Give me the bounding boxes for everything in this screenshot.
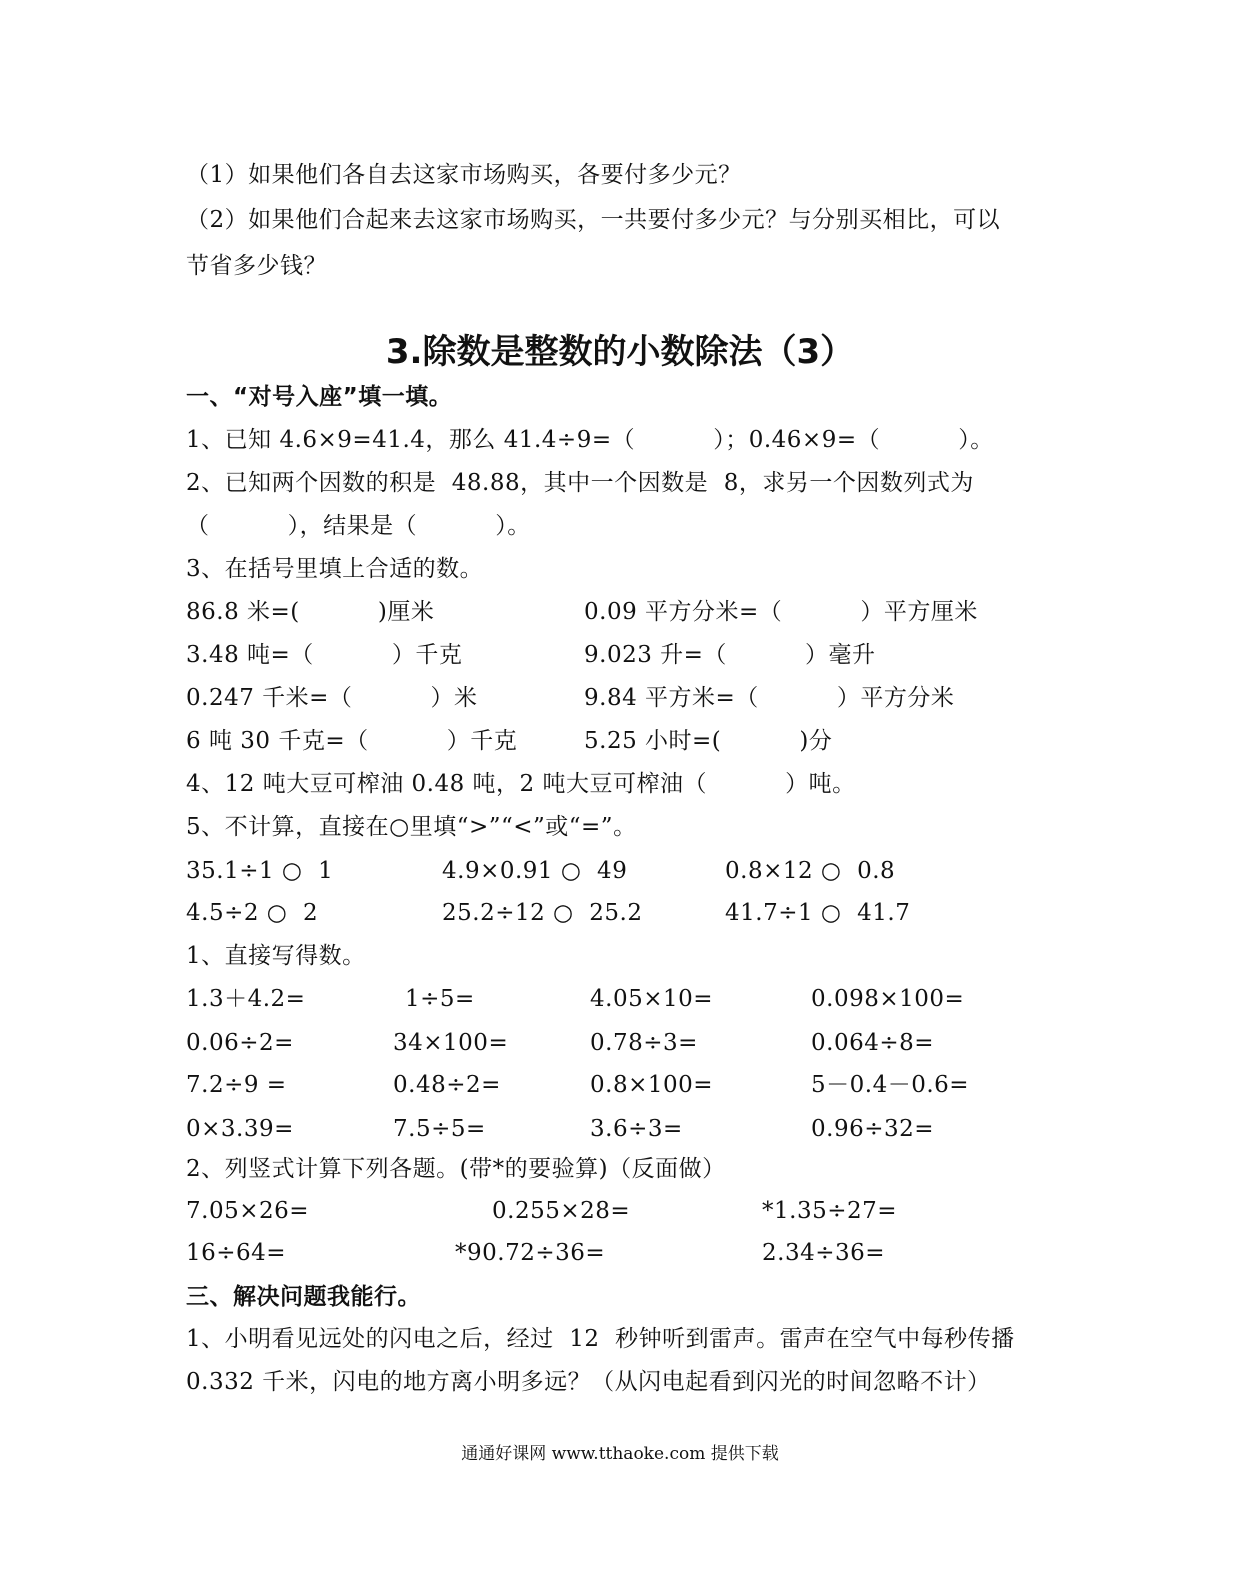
mental-math-item: 5－0.4－0.6=: [811, 1072, 970, 1098]
section3-heading: 三、解决问题我能行。: [186, 1284, 421, 1310]
unit-conversion: 9.84 平方米=（ ）平方分米: [584, 685, 955, 711]
section3-problem-1-line-1: 1、小明看见远处的闪电之后，经过 12 秒钟听到雷声。雷声在空气中每秒传播: [186, 1326, 1015, 1352]
page-title: 3.除数是整数的小数除法（3）: [385, 332, 855, 372]
vertical-calc-item: 7.05×26=: [186, 1198, 310, 1224]
mental-math-item: 4.05×10=: [590, 986, 714, 1012]
unit-conversion: 3.48 吨=（ ）千克: [186, 642, 463, 668]
section1-item-5: 5、不计算，直接在○里填“>”“<”或“=”。: [186, 814, 637, 840]
unit-conversion: 5.25 小时=( )分: [584, 728, 833, 754]
section1-item-3: 3、在括号里填上合适的数。: [186, 556, 484, 582]
unit-conversion: 0.247 千米=（ ）米: [186, 685, 478, 711]
mental-math-item: 7.5÷5=: [393, 1116, 486, 1142]
section1-item-2-line-2: （ ），结果是（ ）。: [186, 513, 531, 539]
vertical-calc-item: *1.35÷27=: [762, 1198, 898, 1224]
mental-math-item: 0.064÷8=: [811, 1030, 935, 1056]
mental-math-item: 3.6÷3=: [590, 1116, 683, 1142]
intro-question-1: （1）如果他们各自去这家市场购买，各要付多少元？: [186, 162, 742, 188]
vertical-calc-item: *90.72÷36=: [455, 1240, 606, 1266]
mental-math-item: 0.098×100=: [811, 986, 965, 1012]
section2-heading: 1、直接写得数。: [186, 943, 366, 969]
section1-heading: 一、“对号入座”填一填。: [186, 384, 453, 410]
mental-math-item: 7.2÷9 =: [186, 1072, 287, 1098]
intro-question-2-line-2: 节省多少钱？: [186, 253, 327, 279]
unit-conversion: 6 吨 30 千克=（ ）千克: [186, 728, 518, 754]
section2-heading-2: 2、列竖式计算下列各题。(带*的要验算)（反面做）: [186, 1156, 726, 1182]
section1-item-4: 4、12 吨大豆可榨油 0.48 吨，2 吨大豆可榨油（ ）吨。: [186, 771, 856, 797]
mental-math-item: 1÷5=: [405, 986, 475, 1012]
mental-math-item: 0.06÷2=: [186, 1030, 294, 1056]
mental-math-item: 0.8×100=: [590, 1072, 714, 1098]
comparison-item: 25.2÷12 ○ 25.2: [442, 900, 643, 926]
mental-math-item: 0.78÷3=: [590, 1030, 698, 1056]
mental-math-item: 0×3.39=: [186, 1116, 294, 1142]
intro-question-2-line-1: （2）如果他们合起来去这家市场购买，一共要付多少元？与分别买相比，可以: [186, 207, 1001, 233]
mental-math-item: 0.96÷32=: [811, 1116, 935, 1142]
comparison-item: 4.5÷2 ○ 2: [186, 900, 319, 926]
vertical-calc-item: 2.34÷36=: [762, 1240, 886, 1266]
vertical-calc-item: 16÷64=: [186, 1240, 287, 1266]
unit-conversion: 0.09 平方分米=（ ）平方厘米: [584, 599, 978, 625]
comparison-item: 4.9×0.91 ○ 49: [442, 858, 628, 884]
mental-math-item: 34×100=: [393, 1030, 509, 1056]
comparison-item: 35.1÷1 ○ 1: [186, 858, 334, 884]
comparison-item: 41.7÷1 ○ 41.7: [725, 900, 911, 926]
vertical-calc-item: 0.255×28=: [492, 1198, 631, 1224]
page-footer: 通通好课网 www.tthaoke.com 提供下载: [461, 1444, 779, 1464]
mental-math-item: 1.3＋4.2=: [186, 986, 306, 1012]
section1-item-1: 1、已知 4.6×9=41.4，那么 41.4÷9=（ ）；0.46×9=（ ）。: [186, 427, 994, 453]
unit-conversion: 86.8 米=( )厘米: [186, 599, 435, 625]
section1-item-2-line-1: 2、已知两个因数的积是 48.88，其中一个因数是 8，求另一个因数列式为: [186, 470, 974, 496]
comparison-item: 0.8×12 ○ 0.8: [725, 858, 896, 884]
mental-math-item: 0.48÷2=: [393, 1072, 501, 1098]
unit-conversion: 9.023 升=（ ）毫升: [584, 642, 876, 668]
section3-problem-1-line-2: 0.332 千米，闪电的地方离小明多远？（从闪电起看到闪光的时间忽略不计）: [186, 1369, 991, 1395]
